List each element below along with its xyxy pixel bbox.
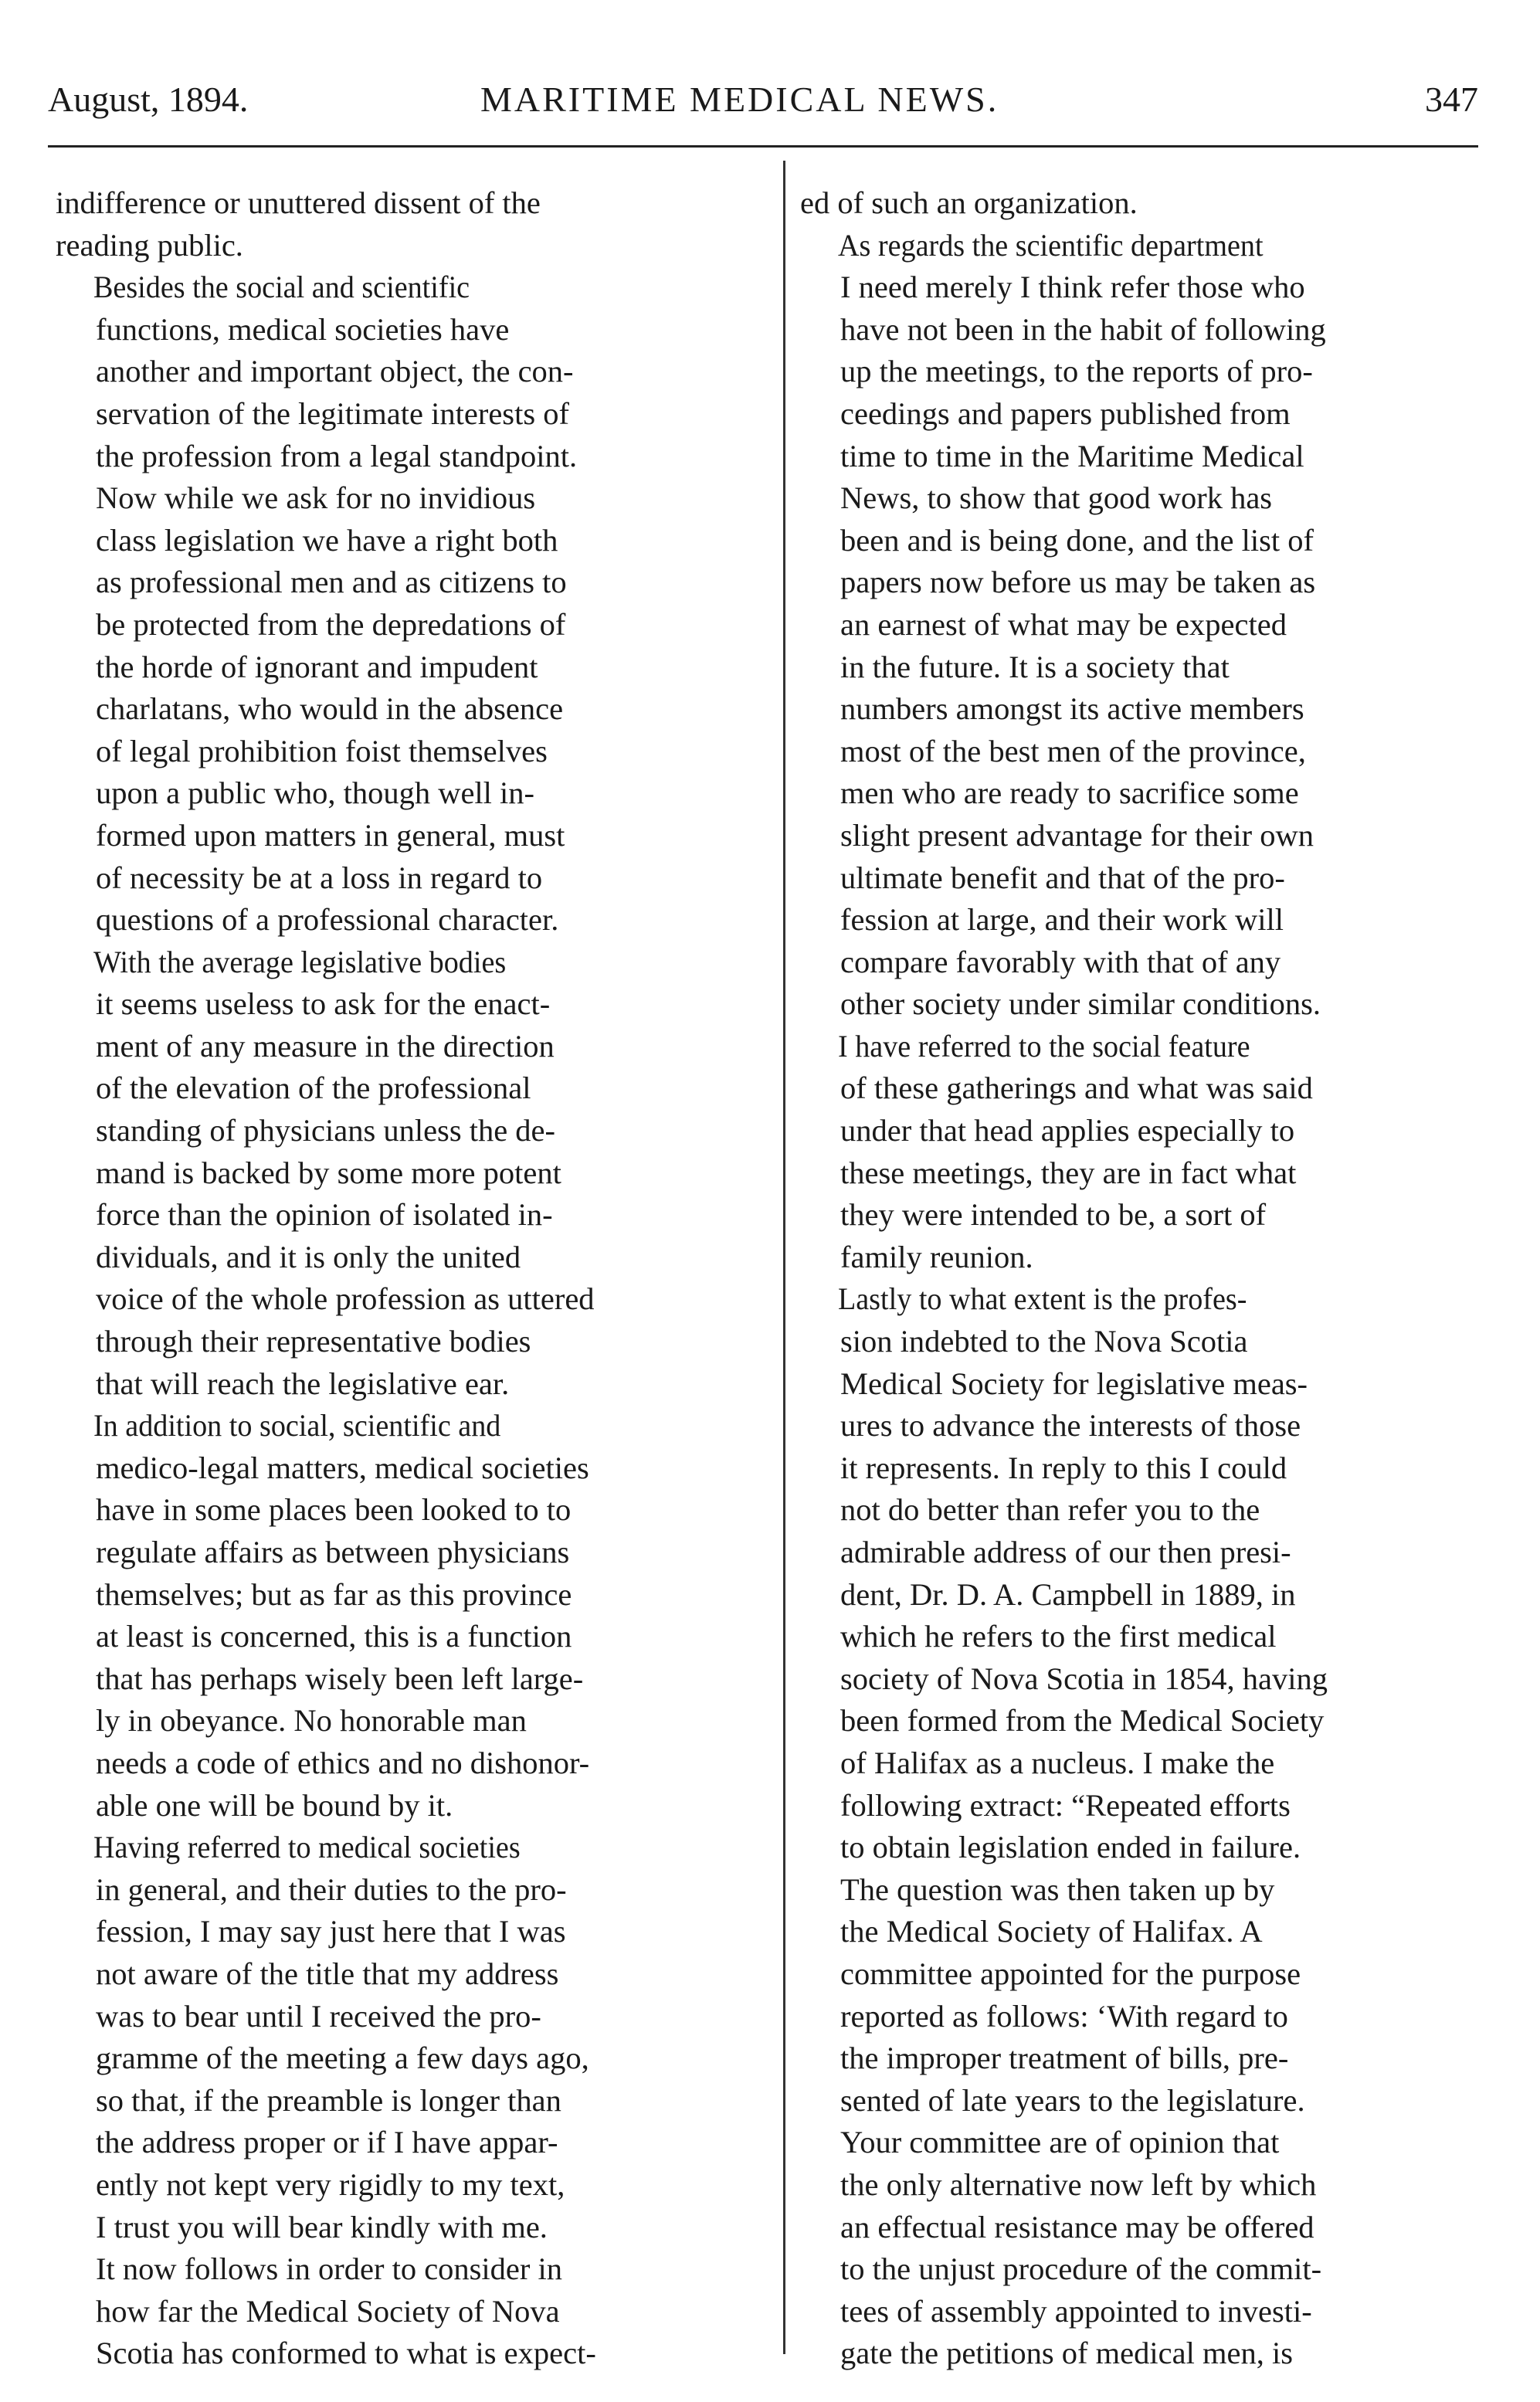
left-column — [56, 182, 743, 2375]
text-line: Having referred to medical societies — [93, 1830, 521, 1865]
text-line: papers now before us may be taken as — [840, 565, 1316, 600]
text-line: family reunion. — [840, 1239, 1033, 1274]
text-line: class legislation we have a right both — [96, 522, 558, 558]
text-line: I trust you will bear kindly with me. — [96, 2209, 548, 2244]
header-rule — [48, 145, 1478, 148]
text-line: ed of such an organization. — [800, 185, 1138, 220]
text-line: As regards the scientific department — [837, 227, 1264, 263]
text-line: the Medical Society of Halifax. A — [840, 1914, 1263, 1949]
text-line: they were intended to be, a sort of — [840, 1197, 1267, 1233]
text-line: reported as follows: ‘With regard to — [840, 1998, 1288, 2034]
text-line: the profession from a legal standpoint. — [96, 438, 578, 473]
text-line: the horde of ignorant and impudent — [96, 649, 538, 684]
paragraph — [56, 1405, 743, 1827]
text-line: News, to show that good work has — [840, 480, 1273, 516]
text-line: I need merely I think refer those who — [840, 270, 1305, 305]
text-line: other society under similar conditions. — [840, 986, 1321, 1022]
text-line: charlatans, who would in the absence — [96, 691, 564, 727]
text-line: medico-legal matters, medical societies — [96, 1450, 589, 1485]
text-line: gramme of the meeting a few days ago, — [96, 2041, 589, 2076]
running-header — [48, 74, 1478, 125]
text-line: of Halifax as a nucleus. I make the — [840, 1745, 1275, 1780]
paragraph — [56, 266, 743, 941]
paragraph — [56, 182, 743, 266]
text-line: these meetings, they are in fact what — [840, 1155, 1297, 1190]
text-line: slight present advantage for their own — [840, 817, 1314, 853]
text-line: to obtain legislation ended in failure. — [840, 1830, 1301, 1865]
text-line: admirable address of our then presi- — [840, 1535, 1291, 1569]
text-line: ures to advance the interests of those — [840, 1408, 1301, 1444]
text-line: Besides the social and scientific — [93, 270, 470, 305]
text-line: Medical Society for legislative meas- — [840, 1366, 1308, 1401]
text-line: Scotia has conformed to what is expect- — [96, 2336, 596, 2371]
text-line: following extract: “Repeated efforts — [840, 1787, 1291, 1823]
text-line: ently not kept very rigidly to my text, — [96, 2166, 565, 2202]
text-line: themselves; but as far as this province — [96, 1576, 572, 1612]
text-line: Lastly to what extent is the profes- — [837, 1281, 1247, 1317]
text-line: that will reach the legislative ear. — [96, 1366, 510, 1401]
text-line: fession, I may say just here that I was — [96, 1914, 566, 1949]
text-line: numbers amongst its active members — [840, 691, 1304, 727]
text-line: dent, Dr. D. A. Campbell in 1889, in — [840, 1576, 1296, 1612]
text-line: of legal prohibition foist themselves — [96, 733, 548, 768]
text-line: be protected from the depredations of — [96, 606, 566, 642]
text-line: time to time in the Maritime Medical — [840, 438, 1304, 473]
text-line: men who are ready to sacrifice some — [840, 775, 1299, 811]
text-line: upon a public who, though well in- — [96, 775, 535, 811]
text-line: not do better than refer you to the — [840, 1492, 1260, 1528]
issue-date: August, 1894. — [48, 80, 249, 119]
text-line: have not been in the habit of following — [840, 311, 1326, 347]
text-line: another and important object, the con- — [96, 354, 574, 389]
text-line: most of the best men of the province, — [840, 733, 1306, 768]
text-line: so that, if the preamble is longer than — [96, 2082, 561, 2118]
paragraph — [800, 1026, 1487, 1279]
paragraph — [56, 941, 743, 1406]
paragraph — [800, 1278, 1487, 2374]
paragraph — [800, 225, 1487, 1026]
text-line: It now follows in order to consider in — [96, 2251, 563, 2287]
text-line: been and is being done, and the list of — [840, 522, 1314, 558]
text-line: was to bear until I received the pro- — [96, 1998, 541, 2034]
text-line: In addition to social, scientific and — [93, 1408, 501, 1444]
text-line: the address proper or if I have appar- — [96, 2125, 558, 2160]
text-line: dividuals, and it is only the united — [96, 1239, 521, 1274]
text-line: ultimate benefit and that of the pro- — [840, 860, 1285, 895]
paragraph — [56, 1827, 743, 2375]
text-line: that has perhaps wisely been left large- — [96, 1661, 584, 1696]
text-line: an effectual resistance may be offered — [840, 2209, 1314, 2244]
text-line: tees of assembly appointed to investi- — [840, 2293, 1312, 2329]
text-line: through their representative bodies — [96, 1324, 531, 1359]
text-line: at least is concerned, this is a function — [96, 1619, 572, 1654]
page-number: 347 — [1425, 80, 1478, 119]
text-line: regulate affairs as between physicians — [96, 1535, 570, 1569]
text-line: mand is backed by some more potent — [96, 1155, 561, 1190]
text-line: formed upon matters in general, must — [96, 817, 565, 853]
text-line: Now while we ask for no invidious — [96, 480, 536, 516]
text-line: committee appointed for the purpose — [840, 1956, 1301, 1991]
text-line: servation of the legitimate interests of — [96, 395, 569, 431]
text-line: sion indebted to the Nova Scotia — [840, 1324, 1248, 1359]
text-line: Your committee are of opinion that — [840, 2125, 1280, 2160]
text-line: an earnest of what may be expected — [840, 606, 1287, 642]
text-line: under that head applies especially to — [840, 1113, 1295, 1148]
text-line: ment of any measure in the direction — [96, 1028, 555, 1064]
text-line: compare favorably with that of any — [840, 944, 1281, 979]
text-line: the improper treatment of bills, pre- — [840, 2041, 1289, 2076]
text-line: up the meetings, to the reports of pro- — [840, 354, 1313, 389]
text-line: the only alternative now left by which — [840, 2166, 1317, 2202]
text-line: indifference or unuttered dissent of the — [56, 185, 541, 220]
text-line: standing of physicians unless the de- — [96, 1113, 556, 1148]
text-line: needs a code of ethics and no dishonor- — [96, 1745, 590, 1780]
text-line: reading public. — [56, 227, 243, 263]
text-line: functions, medical societies have — [96, 311, 510, 347]
text-line: force than the opinion of isolated in- — [96, 1197, 553, 1233]
text-line: have in some places been looked to to — [96, 1492, 572, 1528]
text-line: society of Nova Scotia in 1854, having — [840, 1661, 1328, 1696]
text-line: been formed from the Medical Society — [840, 1703, 1325, 1739]
text-line: it represents. In reply to this I could — [840, 1450, 1287, 1485]
text-line: of these gatherings and what was said — [840, 1070, 1313, 1106]
text-line: it seems useless to ask for the enact- — [96, 986, 551, 1022]
text-line: able one will be bound by it. — [96, 1787, 453, 1823]
text-line: how far the Medical Society of Nova — [96, 2293, 560, 2329]
journal-title: MARITIME MEDICAL NEWS. — [480, 80, 999, 119]
text-line: in general, and their duties to the pro- — [96, 1871, 567, 1907]
text-line: The question was then taken up by — [840, 1871, 1275, 1907]
text-line: voice of the whole profession as uttered — [96, 1281, 595, 1317]
text-line: not aware of the title that my address — [96, 1956, 559, 1991]
text-line: to the unjust procedure of the commit- — [840, 2251, 1322, 2287]
text-line: ly in obeyance. No honorable man — [96, 1703, 527, 1739]
text-line: sented of late years to the legislature. — [840, 2082, 1305, 2118]
paragraph — [800, 182, 1487, 225]
column-divider — [783, 161, 785, 2354]
text-line: gate the petitions of medical men, is — [840, 2336, 1293, 2371]
text-line: of necessity be at a loss in regard to — [96, 860, 543, 895]
text-line: as professional men and as citizens to — [96, 565, 567, 600]
text-line: which he refers to the first medical — [840, 1619, 1277, 1654]
right-column — [800, 182, 1487, 2375]
text-line: With the average legislative bodies — [93, 944, 507, 979]
text-line: ceedings and papers published from — [840, 395, 1291, 431]
text-line: questions of a professional character. — [96, 902, 559, 938]
text-line: fession at large, and their work will — [840, 902, 1284, 938]
text-line: in the future. It is a society that — [840, 649, 1230, 684]
text-line: I have referred to the social feature — [837, 1028, 1250, 1064]
text-line: of the elevation of the professional — [96, 1070, 531, 1106]
